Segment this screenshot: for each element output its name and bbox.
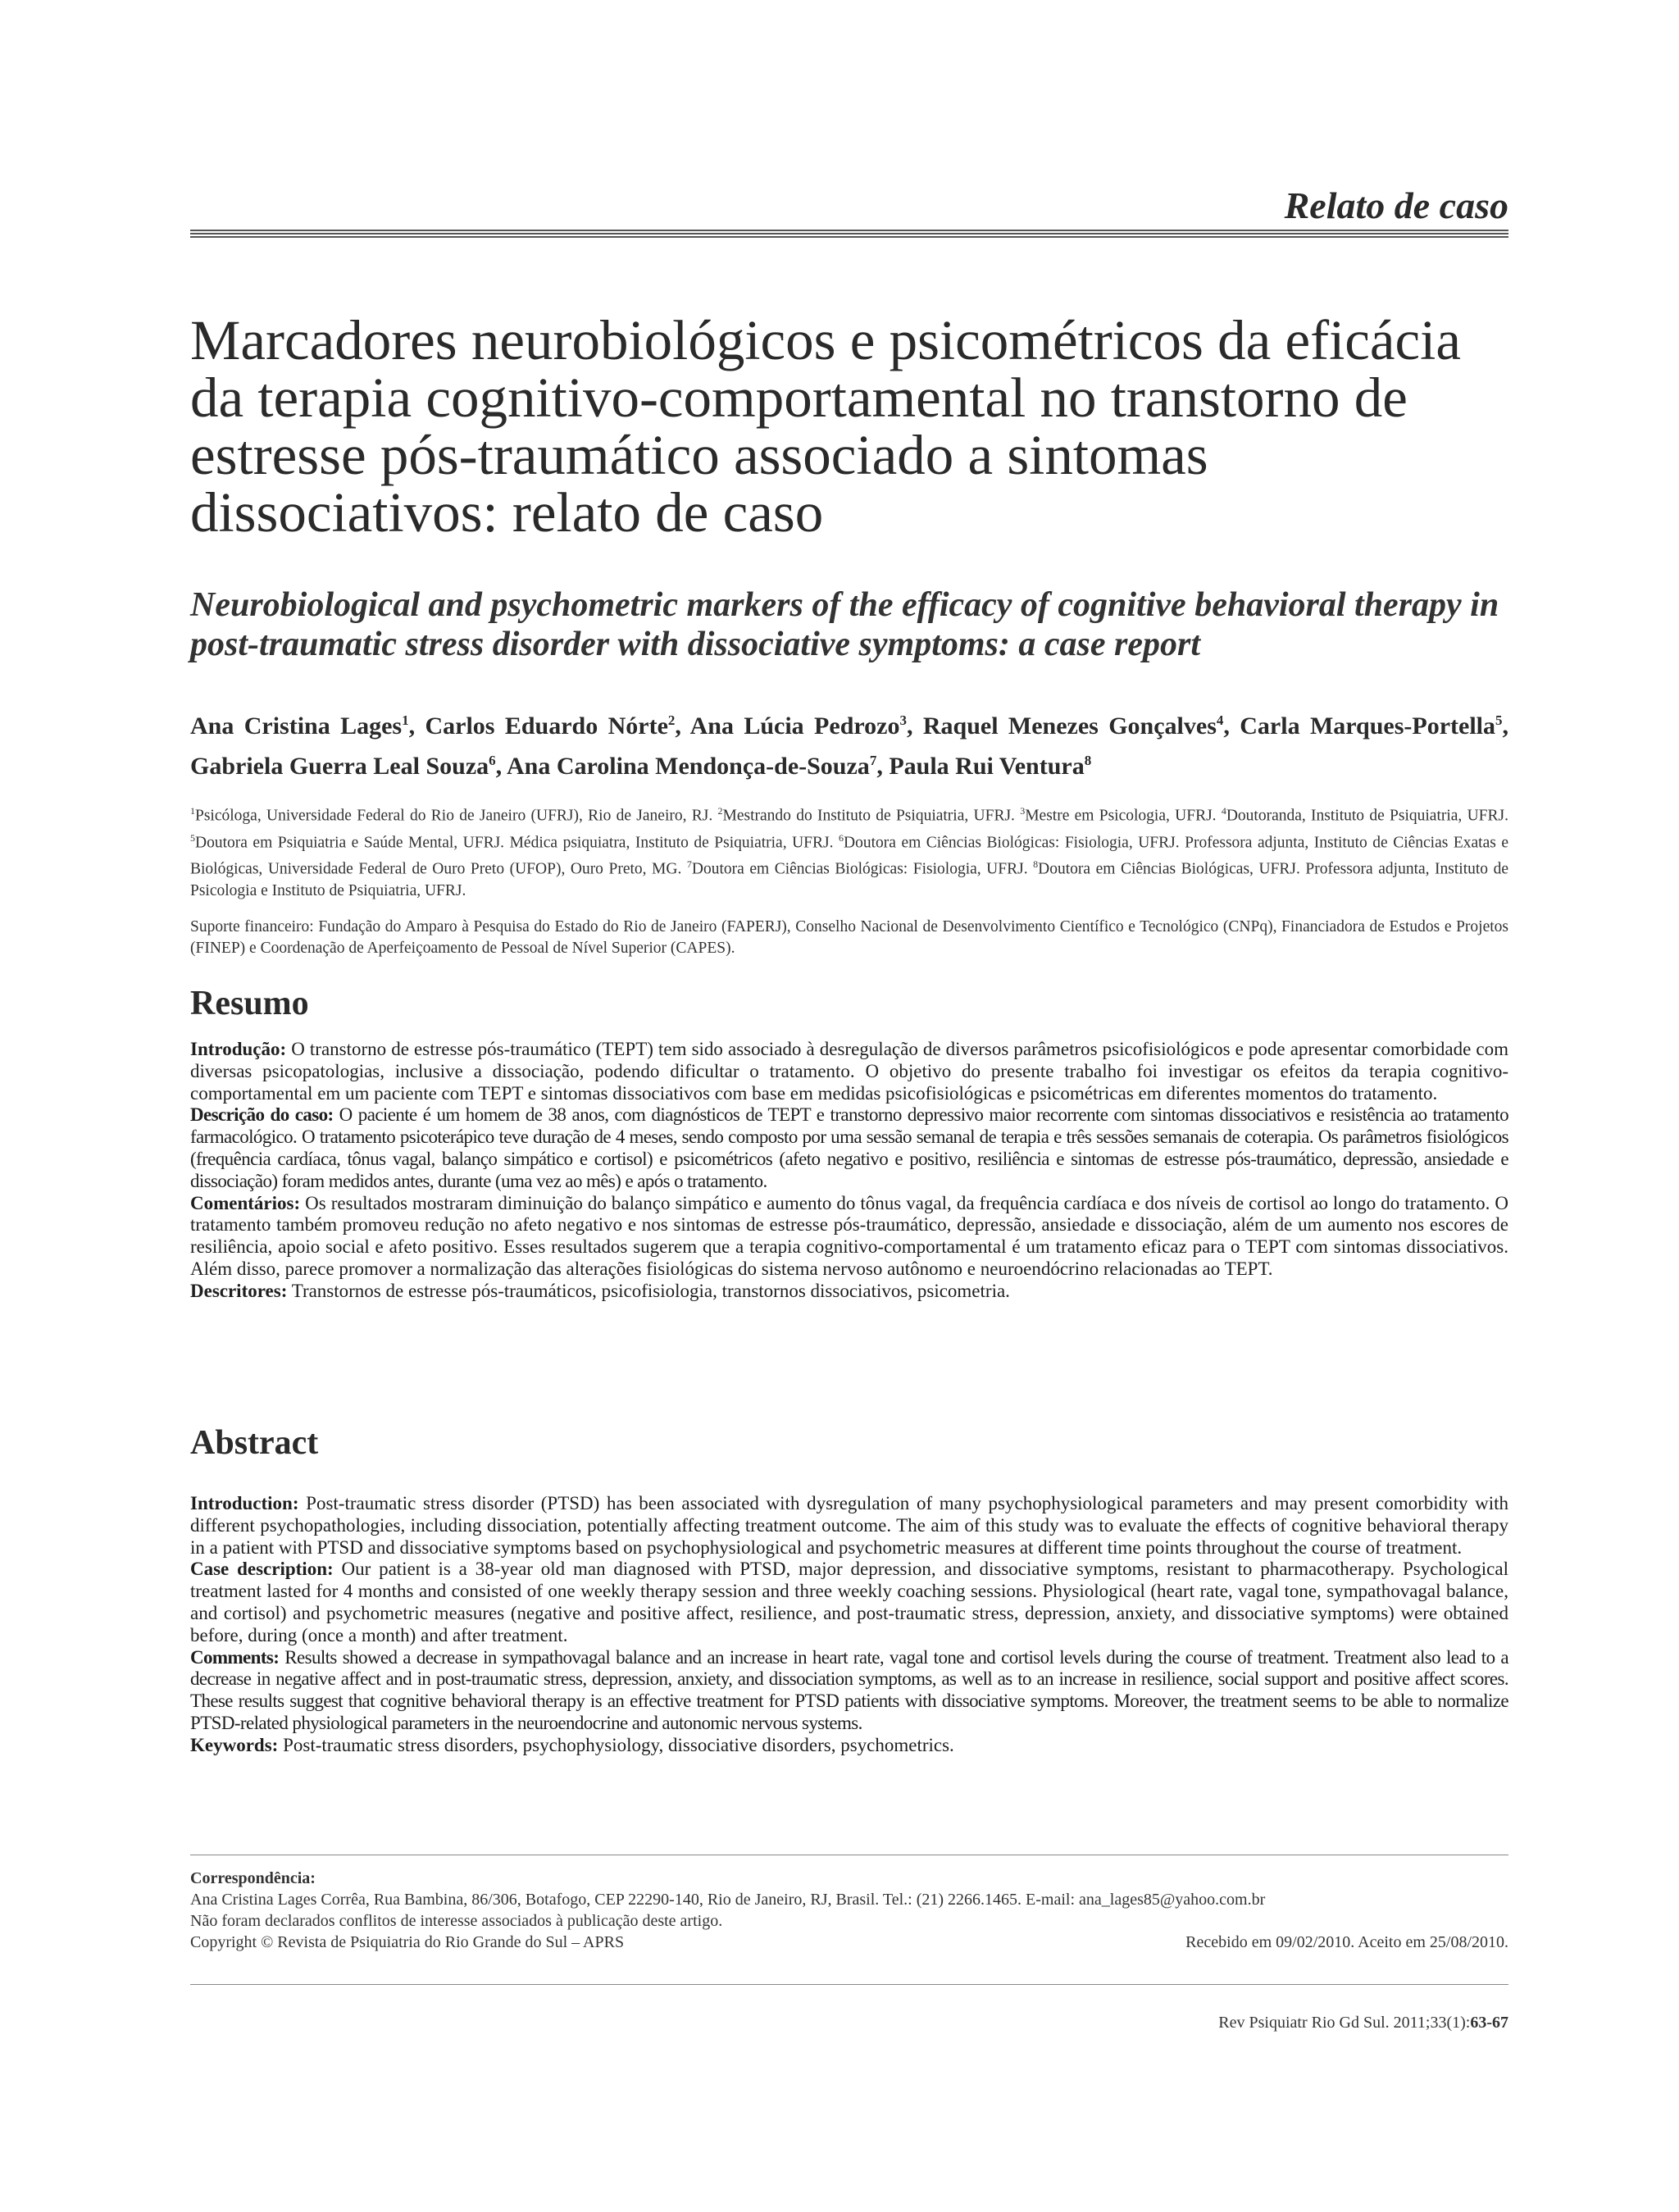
abstract-section-1 — [190, 1493, 1508, 1559]
resumo-section-3 — [190, 1193, 1508, 1281]
affiliation-mark: 5 — [190, 831, 195, 844]
affiliation-mark: 2 — [717, 805, 723, 817]
conflicts-statement: Não foram declarados conflitos de interesse associados à publicação deste artigo. — [190, 1912, 723, 1930]
abstract-heading: Abstract — [190, 1424, 319, 1462]
resumo-section-text: O transtorno de estresse pós-traumático (TEPT) tem sido associado à desregulação de diversos parâmetros psicofisiológicos e pode apresentar comorbidade com diversas psicopatologias, inclusive a dissociação, podendo dificultar o tratamento. O objetivo do presente trabalho foi investigar os efeitos da terapia cognitivo-comportamental em um paciente com TEPT e sintomas dissociativos com base em medidas psicofisiológicas e psicométricas em diferentes momentos do tratamento. — [190, 1039, 1508, 1104]
resumo-heading: Resumo — [190, 985, 309, 1022]
resumo-section-4 — [190, 1281, 1508, 1303]
affiliation-mark: 1 — [190, 805, 195, 817]
resumo-section-label: Comentários: — [190, 1192, 301, 1213]
abstract-section-label: Case description: — [190, 1559, 334, 1580]
author-affiliation-mark: 2 — [667, 712, 676, 728]
abstract-section-label: Keywords: — [190, 1734, 279, 1755]
resumo-section-text: Os resultados mostraram diminuição do balanço simpático e aumento do tônus vagal, da frequência cardíaca e dos níveis de cortisol ao longo do tratamento. O tratamento também promoveu redução no afeto negativo e nos sintomas de estresse pós-traumático, depressão, ansiedade e dissociação, além de um aumento nos escores de resiliência, apoio social e afeto positivo. Esses resultados sugerem que a terapia cognitivo-comportamental é um tratamento eficaz para o TEPT com sintomas dissociativos. Além disso, parece promover a normalização das alterações fisiológicas do sistema nervoso autônomo e neuroendócrino relacionadas ao TEPT. — [190, 1192, 1509, 1279]
resumo-section-label: Introdução: — [190, 1039, 287, 1059]
abstract-section-text: Post-traumatic stress disorders, psychophysiology, dissociative disorders, psychometrics. — [283, 1734, 954, 1755]
resumo-section-text: O paciente é um homem de 38 anos, com diagnósticos de TEPT e transtorno depressivo maior recorrente com sintomas dissociativos e resistência ao tratamento farmacológico. O tratamento psicoterápico teve duração de 4 meses, sendo composto por uma sessão semanal de terapia e três sessões semanais de coterapia. Os parâmetros fisiológicos (frequência cardíaca, tônus vagal, balanço simpático e cortisol) e psicométricos (afeto negativo e positivo, resiliência e sintomas de estresse pós-traumático, depressão, ansiedade e dissociação) foram medidos antes, durante (uma vez ao mês) e após o tratamento. — [190, 1104, 1508, 1191]
author-affiliation-mark: 8 — [1084, 753, 1092, 768]
affiliation-text: Doutora em Ciências Biológicas: Fisiologia, UFRJ. — [691, 860, 1028, 878]
abstract-section-4 — [190, 1735, 1508, 1757]
received-dates: Recebido em 09/02/2010. Aceito em 25/08/2010. — [1185, 1933, 1508, 1951]
author-separator: , — [1502, 712, 1508, 740]
section-label: Relato de caso — [1284, 184, 1508, 226]
abstract-section-label: Introduction: — [190, 1493, 299, 1513]
affiliation-mark: 4 — [1221, 805, 1226, 817]
affiliation-mark: 3 — [1020, 805, 1026, 817]
funding-statement: Suporte financeiro: Fundação do Amparo à Pesquisa do Estado do Rio de Janeiro (FAPERJ), Conselho Nacional de Desenvolvimento Científico e Tecnológico (CNPq), Financiadora de Estudos e Projetos (FINEP) e Coordenação de Aperfeiçoamento de Pessoal de Nível Superior (CAPES). — [190, 918, 1508, 957]
affiliation-text: Mestre em Psicologia, UFRJ. — [1025, 807, 1217, 825]
abstract-section-label: Comments: — [190, 1646, 280, 1668]
author-affiliation-mark: 7 — [869, 753, 877, 768]
author-affiliation-mark: 5 — [1495, 712, 1503, 728]
affiliation-mark: 7 — [686, 858, 692, 870]
author-separator: , — [876, 753, 890, 780]
resumo-body — [190, 1039, 1508, 1303]
author-affiliation-mark: 4 — [1216, 712, 1224, 728]
author-separator: , — [408, 712, 425, 740]
correspondence-block — [190, 1868, 1508, 1953]
author-separator: , — [906, 712, 923, 740]
affiliation-text: Doutora em Psiquiatria e Saúde Mental, UFRJ. Médica psiquiatra, Instituto de Psiquiatria, UFRJ. — [195, 834, 834, 851]
author-separator: , — [495, 753, 507, 780]
citation-text: Rev Psiquiatr Rio Gd Sul. 2011;33(1): — [1218, 2014, 1471, 2032]
abstract-section-3 — [190, 1647, 1508, 1735]
journal-citation — [1218, 2014, 1508, 2032]
affiliations — [190, 800, 1508, 902]
author-name: Carlos Eduardo Nórte — [425, 712, 668, 740]
author-name: Carla Marques-Portella — [1240, 712, 1495, 740]
affiliation-text: Doutora em Ciências Biológicas: Fisiologia, UFRJ. Professora adjunta, Instituto de Ciências Exatas e Biológicas, Universidade Federal de Ouro Preto (UFOP), Ouro Preto, MG. — [190, 834, 1509, 878]
resumo-section-2 — [190, 1104, 1508, 1192]
abstract-section-text: Results showed a decrease in sympathovagal balance and an increase in heart rate, vagal tone and cortisol levels during the course of treatment. Treatment also lead to a decrease in negative affect and in post-traumatic stress, depression, anxiety, and dissociation symptoms, as well as to an increase in resilience, social support and positive affect scores. These results suggest that cognitive behavioral therapy is an effective treatment for PTSD patients with dissociative symptoms. Moreover, the treatment seems to be able to normalize PTSD-related physiological parameters in the neuroendocrine and autonomic nervous systems. — [190, 1646, 1509, 1733]
affiliation-text: Mestrando do Instituto de Psiquiatria, UFRJ. — [722, 807, 1015, 825]
author-affiliation-mark: 6 — [489, 753, 496, 768]
author-separator: , — [1223, 712, 1240, 740]
affiliation-text: Psicóloga, Universidade Federal do Rio de Janeiro (UFRJ), Rio de Janeiro, RJ. — [195, 807, 713, 825]
resumo-section-1 — [190, 1039, 1508, 1104]
author-name: Raquel Menezes Gonçalves — [922, 712, 1217, 740]
author-name: Gabriela Guerra Leal Souza — [190, 753, 489, 780]
resumo-section-label: Descrição do caso: — [190, 1104, 334, 1126]
correspondence-label: Correspondência: — [190, 1869, 316, 1887]
affiliation-mark: 6 — [839, 831, 844, 844]
article-title-pt: Marcadores neurobiológicos e psicométricos da eficácia da terapia cognitivo-comportamental no transtorno de estresse pós-traumático associado a sintomas dissociativos: relato de caso — [190, 309, 1461, 544]
affiliation-text: Doutoranda, Instituto de Psiquiatria, UFRJ. — [1226, 807, 1508, 825]
resumo-section-label: Descritores: — [190, 1280, 288, 1301]
article-title-en: Neurobiological and psychometric markers of the efficacy of cognitive behavioral therapy in post-traumatic stress disorder with dissociative symptoms: a case report — [190, 586, 1499, 663]
resumo-section-text: Transtornos de estresse pós-traumáticos, psicofisiologia, transtornos dissociativos, psicometria. — [291, 1280, 1010, 1301]
author-affiliation-mark: 1 — [402, 712, 409, 728]
citation-pages: 63-67 — [1470, 2014, 1508, 2032]
header-rule — [190, 230, 1508, 239]
author-list — [190, 703, 1508, 784]
affiliation-text: Doutora em Ciências Biológicas, UFRJ. Professora adjunta, Instituto de Psicologia e Instituto de Psiquiatria, UFRJ. — [190, 860, 1509, 899]
affiliation-mark: 8 — [1033, 858, 1039, 870]
footer-rule — [190, 1984, 1508, 1985]
abstract-section-text: Our patient is a 38-year old man diagnosed with PTSD, major depression, and dissociative symptoms, resistant to pharmacotherapy. Psychological treatment lasted for 4 months and consisted of one weekly therapy session and three weekly coaching sessions. Physiological (heart rate, vagal tone, sympathovagal balance, and cortisol) and psychometric measures (negative and positive affect, resilience, and post-traumatic stress, depression, anxiety, and dissociative symptoms) were obtained before, during (once a month) and after treatment. — [190, 1559, 1508, 1645]
abstract-section-2 — [190, 1559, 1508, 1646]
copyright-notice: Copyright © Revista de Psiquiatria do Rio Grande do Sul – APRS — [190, 1933, 625, 1951]
abstract-section-text: Post-traumatic stress disorder (PTSD) has been associated with dysregulation of many psychophysiological parameters and may present comorbidity with different psychopathologies, including dissociation, potentially affecting treatment outcome. The aim of this study was to evaluate the effects of cognitive behavioral therapy in a patient with PTSD and dissociative symptoms based on psychophysiological and psychometric measures at different time points throughout the course of treatment. — [190, 1493, 1509, 1558]
abstract-body — [190, 1493, 1508, 1757]
author-name: Paula Rui Ventura — [889, 753, 1085, 780]
author-name: Ana Cristina Lages — [190, 712, 403, 740]
author-affiliation-mark: 3 — [899, 712, 907, 728]
author-separator: , — [675, 712, 690, 740]
author-name: Ana Lúcia Pedrozo — [689, 712, 900, 740]
correspondence-address: Ana Cristina Lages Corrêa, Rua Bambina, 86/306, Botafogo, CEP 22290-140, Rio de Janeiro, RJ, Brasil. Tel.: (21) 2266.1465. E-mail: ana_lages85@yahoo.com.br — [190, 1891, 1266, 1909]
author-name: Ana Carolina Mendonça-de-Souza — [507, 753, 870, 780]
